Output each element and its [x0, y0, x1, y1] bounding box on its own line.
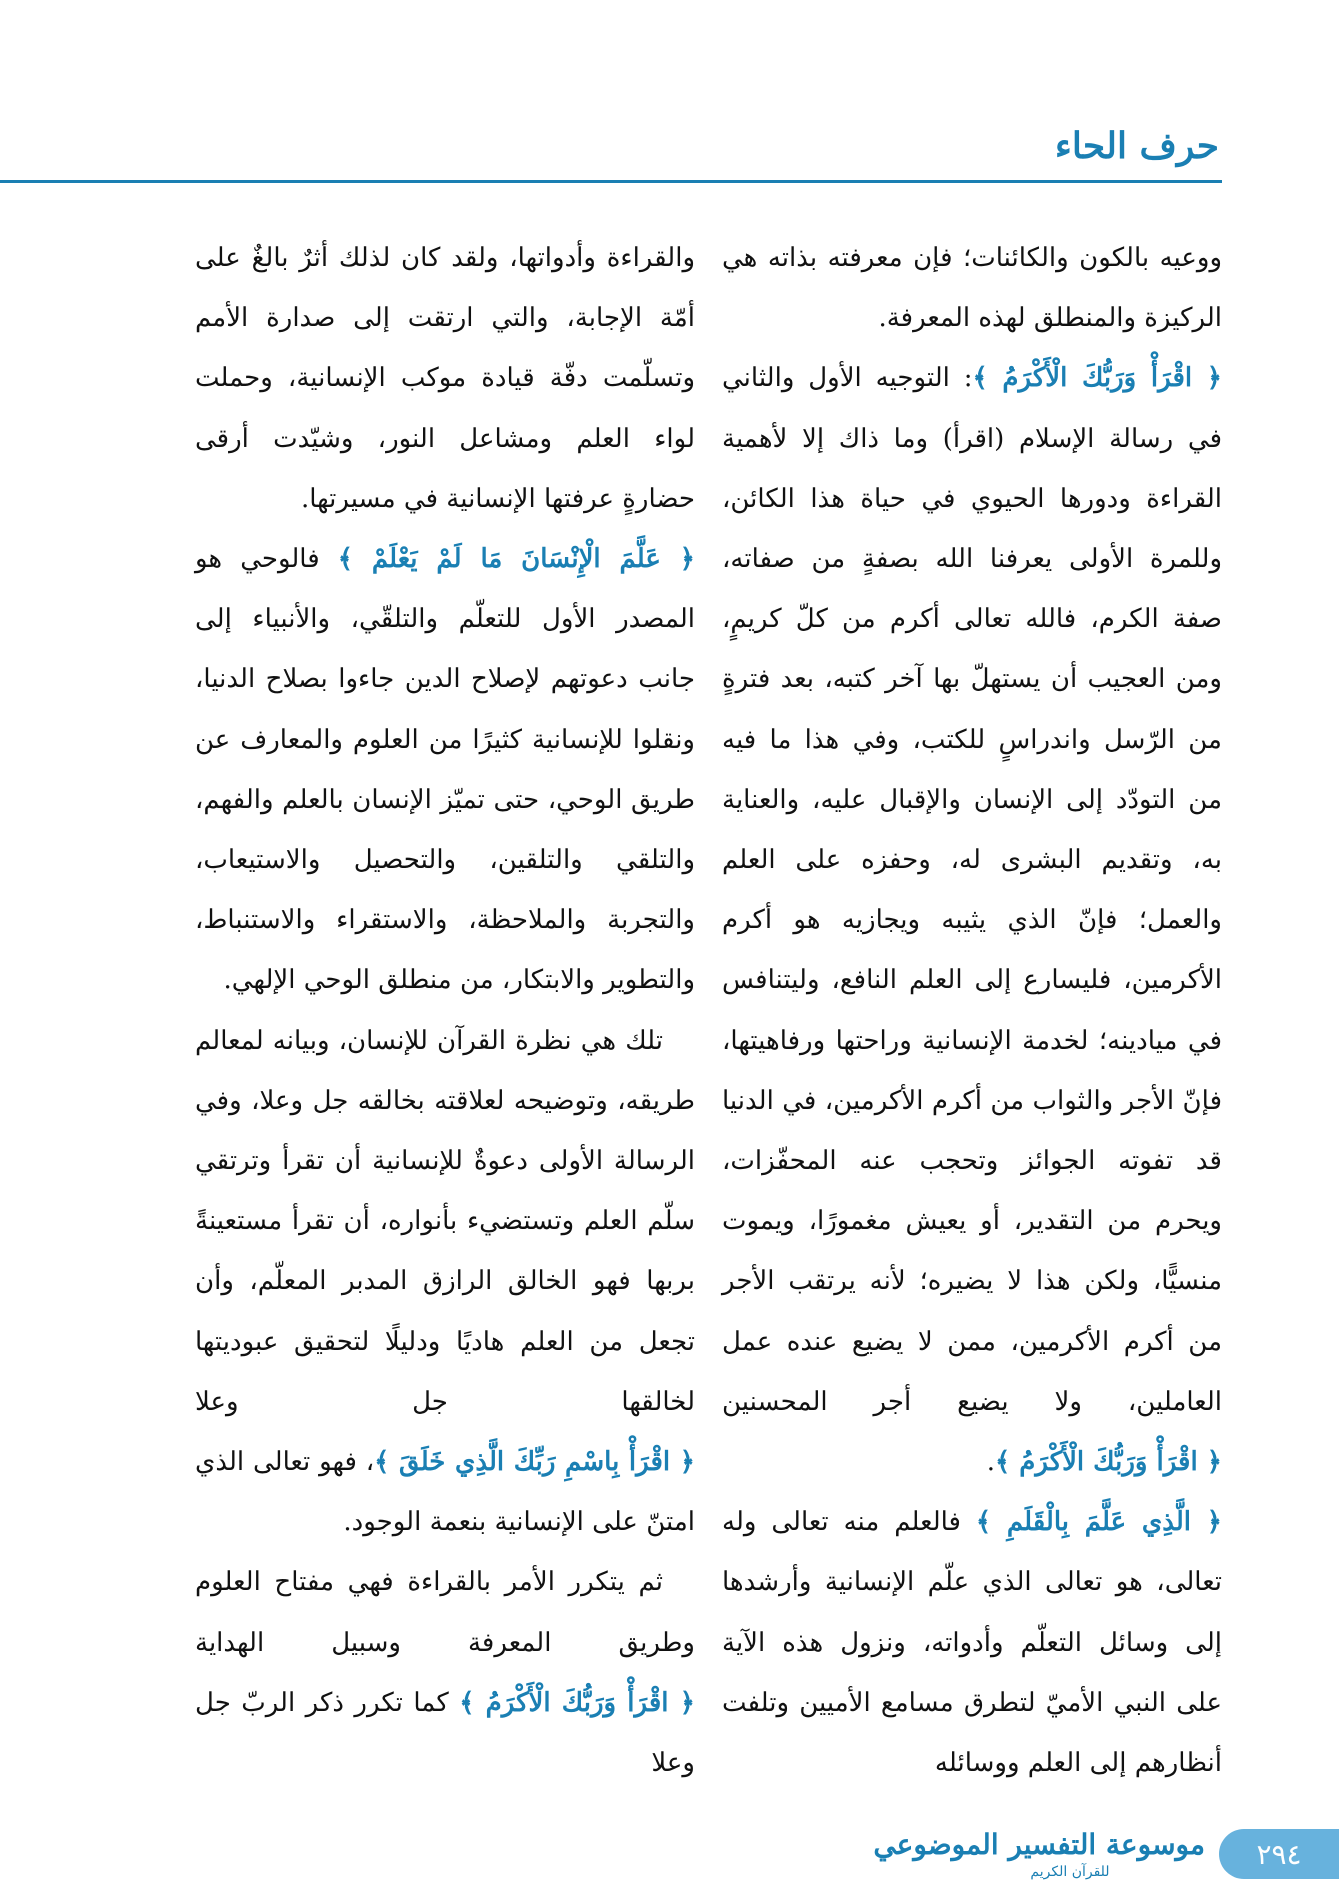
paragraph: [195, 228, 695, 529]
paragraph-text: ووعيه بالكون والكائنات؛ فإن معرفته بذاته هي الركيزة والمنطلق لهذه المعرفة.: [722, 243, 1222, 334]
paragraph-text: ، فهو تعالى الذي امتنّ على الإنسانية بنعمة الوجود.: [195, 1447, 695, 1538]
page-number-tab: [1219, 1829, 1339, 1879]
quran-verse: ﴿ الَّذِي عَلَّمَ بِالْقَلَمِ ﴾: [975, 1507, 1222, 1538]
encyclopedia-logo: [873, 1828, 1205, 1880]
left-column: [195, 228, 695, 1793]
quran-verse: ﴿ اقْرَأْ وَرَبُّكَ الْأَكْرَمُ ﴾: [994, 1447, 1222, 1478]
paragraph: [722, 348, 1222, 1492]
paragraph: [195, 1011, 695, 1553]
header-rule: [0, 180, 1222, 183]
paragraph-text: : التوجيه الأول والثاني في رسالة الإسلام (اقرأ) وما ذاك إلا لأهمية القراءة ودورها الحيوي في حياة هذا الكائن، وللمرة الأولى يعرفنا الله بصفةٍ من صفاته، صفة الكرم، فالله تعالى أكرم من كلّ كريمٍ، ومن العجيب أن يستهلّ بها آخر كتبه، بعد فترةٍ من الرّسل واندراسٍ للكتب، وفي هذا ما فيه من التودّد إلى الإنسان والإقبال عليه، والعناية به، وتقديم البشرى له، وحفزه على العلم والعمل؛ فإنّ الذي يثيبه ويجازيه هو أكرم الأكرمين، فليسارع إلى العلم النافع، وليتنافس في ميادينه؛ لخدمة الإنسانية وراحتها ورفاهيتها، فإنّ الأجر والثواب من أكرم الأكرمين، في الدنيا قد تفوته الجوائز وتحجب عنه المحفّزات، ويحرم من التقدير، أو يعيش مغمورًا، ويموت منسيًّا، ولكن هذا لا يضيره؛ لأنه يرتقب الأجر من أكرم الأكرمين، ممن لا يضيع عنده عمل العاملين، ولا يضيع أجر المحسنين: [722, 363, 1222, 1417]
logo-title: موسوعة التفسير الموضوعي: [873, 1828, 1205, 1861]
paragraph-text: والقراءة وأدواتها، ولقد كان لذلك أثرٌ بالغٌ على أمّة الإجابة، والتي ارتقت إلى صدارة الأمم وتسلّمت دفّة قيادة موكب الإنسانية، وحملت لواء العلم ومشاعل النور، وشيّدت أرقى حضارةٍ عرفتها الإنسانية في مسيرتها.: [195, 243, 695, 514]
paragraph: [195, 1552, 695, 1793]
quran-verse: ﴿ عَلَّمَ الْإِنْسَانَ مَا لَمْ يَعْلَمْ ﴾: [337, 544, 696, 575]
paragraph: [195, 529, 695, 1011]
quran-verse: ﴿ اقْرَأْ بِاسْمِ رَبِّكَ الَّذِي خَلَقَ ﴾: [374, 1447, 695, 1478]
paragraph-text: فالوحي هو المصدر الأول للتعلّم والتلقّي، والأنبياء إلى جانب دعوتهم لإصلاح الدين جاءوا بصلاح الدنيا، ونقلوا للإنسانية كثيرًا من العلوم والمعارف عن طريق الوحي، حتى تميّز الإنسان بالعلم والفهم، والتلقي والتلقين، والتحصيل والاستيعاب، والتجربة والملاحظة، والاستقراء والاستنباط، والتطوير والابتكار، من منطلق الوحي الإلهي.: [195, 544, 695, 996]
paragraph-text: .: [986, 1447, 995, 1478]
chapter-title: حرف الحاء: [1054, 125, 1219, 167]
logo-subtitle: للقرآن الكريم: [1030, 1864, 1110, 1880]
paragraph: [722, 1492, 1222, 1793]
page-number: ٢٩٤: [1256, 1837, 1302, 1871]
paragraph-text: ثم يتكرر الأمر بالقراءة فهي مفتاح العلوم وطريق المعرفة وسبيل الهداية: [195, 1567, 695, 1658]
quran-verse: ﴿ اقْرَأْ وَرَبُّكَ الْأَكْرَمُ ﴾: [459, 1687, 696, 1718]
paragraph-text: فالعلم منه تعالى وله تعالى، هو تعالى الذي علّم الإنسانية وأرشدها إلى وسائل التعلّم وأدواته، ونزول هذه الآية على النبي الأميّ لتطرق مسامع الأميين وتلفت أنظارهم إلى العلم ووسائله: [722, 1507, 1222, 1779]
paragraph-text: تلك هي نظرة القرآن للإنسان، وبيانه لمعالم طريقه، وتوضيحه لعلاقته بخالقه جل وعلا، وفي الرسالة الأولى دعوةٌ للإنسانية أن تقرأ وترتقي سلّم العلم وتستضيء بأنواره، أن تقرأ مستعينةً بربها فهو الخالق الرازق المدبر المعلّم، وأن تجعل من العلم هاديًا ودليلًا لتحقيق عبوديتها لخالقها جل وعلا: [195, 1025, 695, 1417]
right-column: [722, 228, 1222, 1793]
paragraph: [722, 228, 1222, 348]
paragraph-text: كما تكرر ذكر الربّ جل وعلا: [195, 1687, 695, 1779]
quran-verse: ﴿ اقْرَأْ وَرَبُّكَ الْأَكْرَمُ ﴾: [972, 363, 1222, 394]
